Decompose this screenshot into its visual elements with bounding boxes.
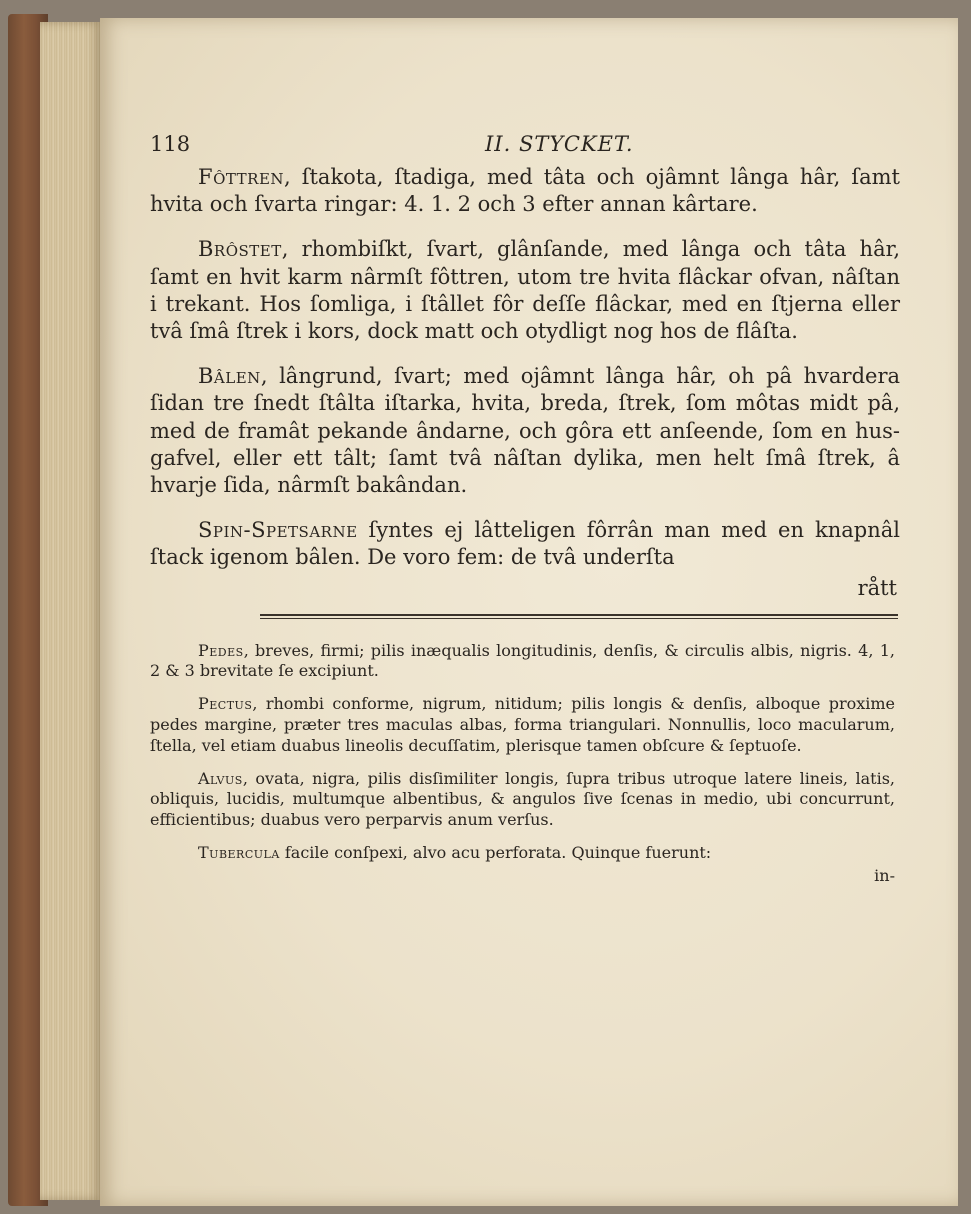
page-header xyxy=(150,128,900,164)
paragraph-text: facile conſpexi, alvo acu perforata. Quinque fuerunt: xyxy=(279,843,712,863)
swedish-paragraph-abdomen xyxy=(150,363,900,499)
latin-paragraph-tubercula xyxy=(150,843,895,864)
paragraph-text: , lângrund, ſvart; med ojâmnt lânga hâr, oh pâ hvardera ſidan tre ſnedt ſtâlta iſtarka, hvita, breda, ſtrek, ſom môtas midt pâ, med de framât pekande ândarne, och gôra ett anſeende, ſom en hus-gafvel, eller ett tâlt; ſamt tvâ nâſtan dylika, men helt ſmâ ſtrek, â hvarje ſida, nârmſt bakândan. xyxy=(150,364,900,498)
latin-paragraph-pectus xyxy=(150,694,895,756)
paragraph-lead: Bâlen xyxy=(198,364,261,389)
swedish-paragraph-feet xyxy=(150,164,900,218)
page-number: 118 xyxy=(150,132,191,156)
paragraph-lead: Pectus xyxy=(198,694,253,714)
paragraph-lead: Spin-Spetsarne xyxy=(198,518,358,543)
swedish-paragraph-spinnerets xyxy=(150,517,900,571)
paragraph-lead: Brôstet xyxy=(198,237,282,262)
page-edges xyxy=(40,22,102,1200)
paragraph-text: , rhombi conforme, nigrum, nitidum; pilis longis & denſis, alboque proxime pedes margine, præter tres maculas albas, forma triangulari. Nonnullis, loco macularum, ſtella, vel etiam duabus lineolis decuſſatim, plerisque tamen obſcure & ſeptuoſe. xyxy=(150,694,895,755)
page-content xyxy=(150,128,900,885)
swedish-paragraph-chest xyxy=(150,236,900,345)
latin-catchword: in- xyxy=(874,865,895,885)
paragraph-lead: Pedes xyxy=(198,640,244,660)
running-head: II. STYCKET. xyxy=(485,132,634,156)
paragraph-text: , breves, firmi; pilis inæqualis longitudinis, denſis, & circulis albis, nigris. 4, 1, 2 & 3 brevitate ſe excipiunt. xyxy=(150,640,895,681)
paragraph-text: , rhombiſkt, ſvart, glânſande, med lânga och tâta hâr, ſamt en hvit karm nârmſt fôttren, utom tre hvita flâckar ofvan, nâſtan i trekant. Hos ſomliga, i ſtâllet fôr deſſe flâckar, med en ſtjerna eller tvâ ſmâ ſtrek i kors, dock matt och otydligt nog hos de flâſta. xyxy=(150,237,900,344)
paragraph-text: , ovata, nigra, pilis disſimiliter longis, ſupra tribus utroque latere lineis, latis, obliquis, lucidis, multumque albentibus, & angulos ſive ſcenas in medio, ubi concurrunt, efficientibus; duabus vero perparvis anum verſus. xyxy=(150,768,895,830)
latin-paragraph-alvus xyxy=(150,769,895,831)
section-divider xyxy=(260,614,898,619)
paragraph-lead: Tubercula xyxy=(198,843,280,863)
paragraph-lead: Fôttren xyxy=(198,165,285,189)
paragraph-lead: Alvus xyxy=(198,768,243,788)
latin-paragraph-pedes xyxy=(150,641,895,683)
swedish-catchword: rått xyxy=(857,575,897,600)
paragraph-text: ſyntes ej lâtteligen fôrrân man med en knapnâl ſtack igenom bâlen. De voro fem: de tvâ underſta xyxy=(150,518,900,570)
paragraph-text: , ſtakota, ſtadiga, med tâta och ojâmnt lânga hâr, ſamt hvita och ſvarta ringar: 4. 1. 2 och 3 efter annan kârtare. xyxy=(150,165,900,217)
